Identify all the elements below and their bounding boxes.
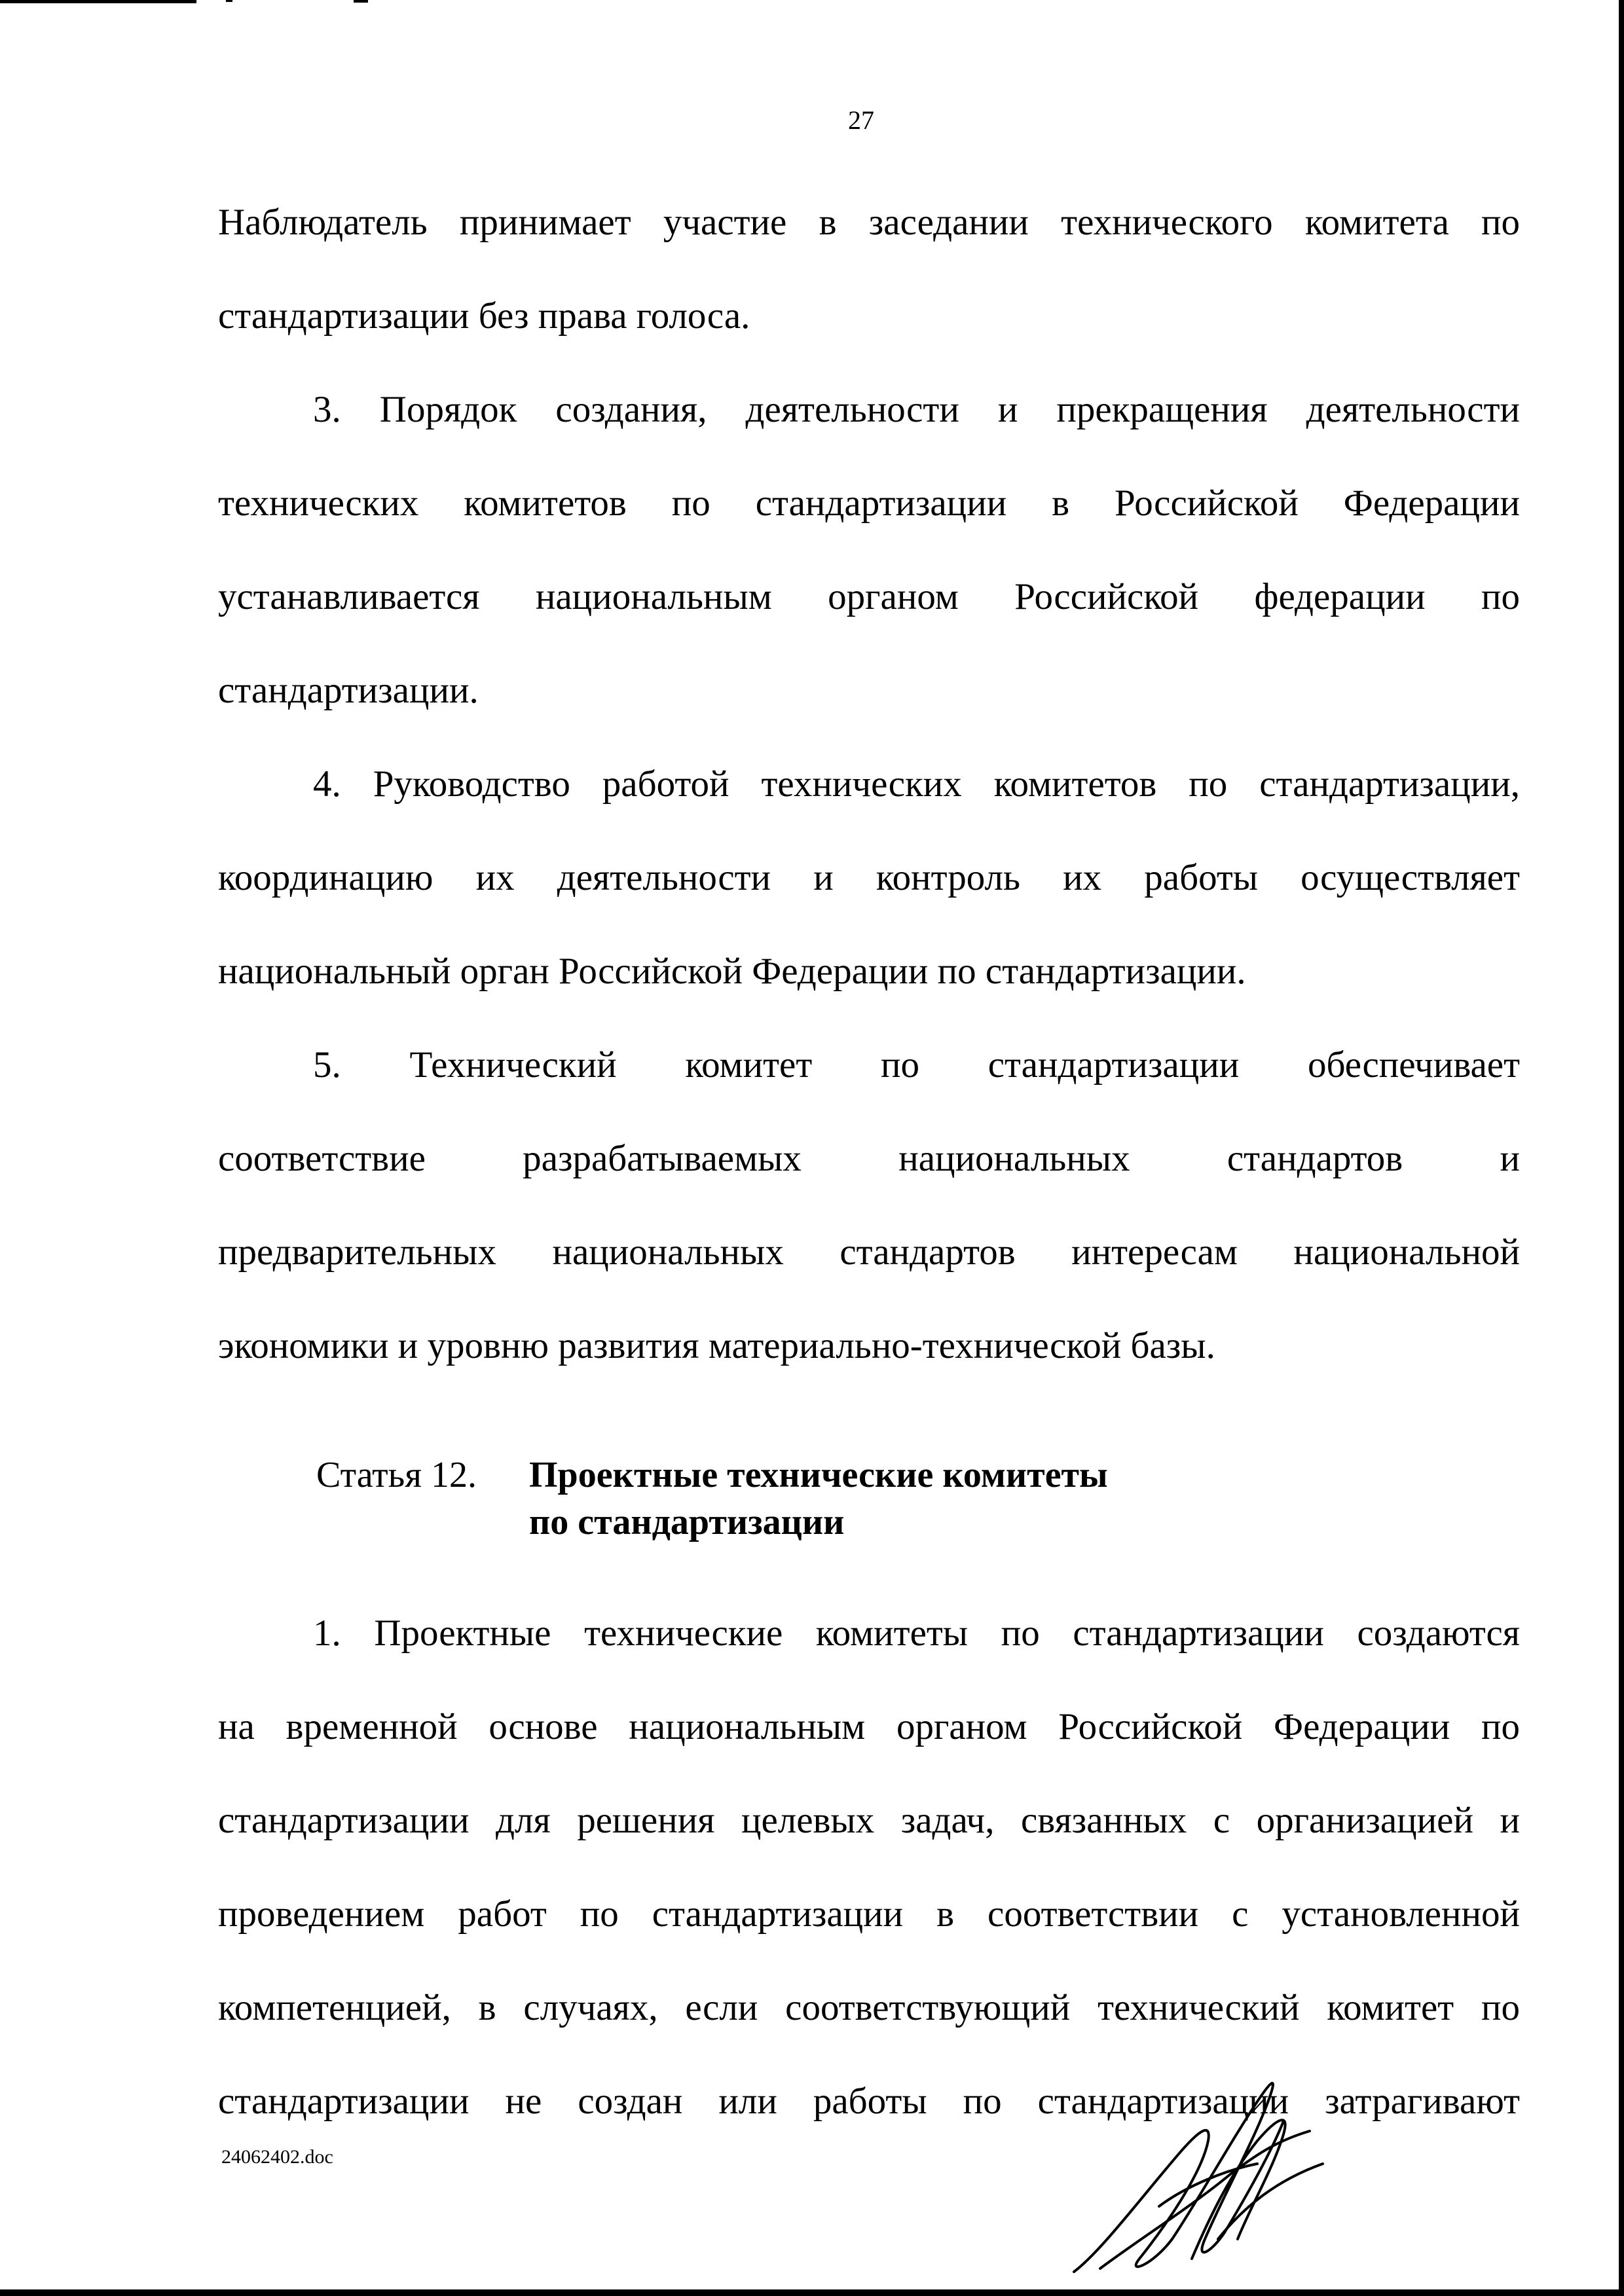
- text-line: технических комитетов по стандартизации в Российской Федерации: [218, 483, 1520, 524]
- document-code: 24062402.doc: [221, 2146, 333, 2168]
- text-line: соответствие разрабатываемых национальных стандартов и: [218, 1138, 1520, 1179]
- text-line: экономики и уровню развития материально-технической базы.: [218, 1325, 1215, 1366]
- text-line: национальный орган Российской Федерации по стандартизации.: [218, 951, 1246, 992]
- text-line: устанавливается национальным органом Российской федерации по: [218, 576, 1520, 617]
- scan-artifact: [226, 0, 232, 2]
- article-title: по стандартизации: [529, 1502, 845, 1542]
- text-line: 4. Руководство работой технических комитетов по стандартизации,: [313, 763, 1520, 805]
- scan-artifact: [354, 0, 368, 3]
- scan-border: [1619, 0, 1624, 2296]
- article-label: Статья 12.: [316, 1455, 477, 1495]
- text-line: 5. Технический комитет по стандартизации обеспечивает: [313, 1044, 1520, 1085]
- text-line: предварительных национальных стандартов интересам национальной: [218, 1231, 1520, 1273]
- text-line: стандартизации для решения целевых задач, связанных с организацией и: [218, 1800, 1520, 1841]
- text-line: стандартизации.: [218, 670, 479, 711]
- text-line: 1. Проектные технические комитеты по стандартизации создаются: [313, 1613, 1520, 1654]
- article-title: Проектные технические комитеты: [529, 1455, 1108, 1495]
- text-line: координацию их деятельности и контроль их работы осуществляет: [218, 857, 1520, 898]
- text-line: на временной основе национальным органом Российской Федерации по: [218, 1706, 1520, 1747]
- text-line: стандартизации не создан или работы по стандартизации затрагивают: [218, 2081, 1520, 2122]
- scan-border: [0, 2289, 1624, 2296]
- text-line: стандартизации без права голоса.: [218, 295, 750, 337]
- page-number: 27: [848, 105, 874, 135]
- text-line: 3. Порядок создания, деятельности и прекращения деятельности: [313, 389, 1520, 430]
- scan-artifact: [0, 0, 196, 3]
- text-line: компетенцией, в случаях, если соответствующий технический комитет по: [218, 1987, 1520, 2028]
- text-line: Наблюдатель принимает участие в заседании технического комитета по: [218, 202, 1520, 243]
- text-line: проведением работ по стандартизации в соответствии с установленной: [218, 1893, 1520, 1935]
- signature-icon: [1061, 2043, 1336, 2291]
